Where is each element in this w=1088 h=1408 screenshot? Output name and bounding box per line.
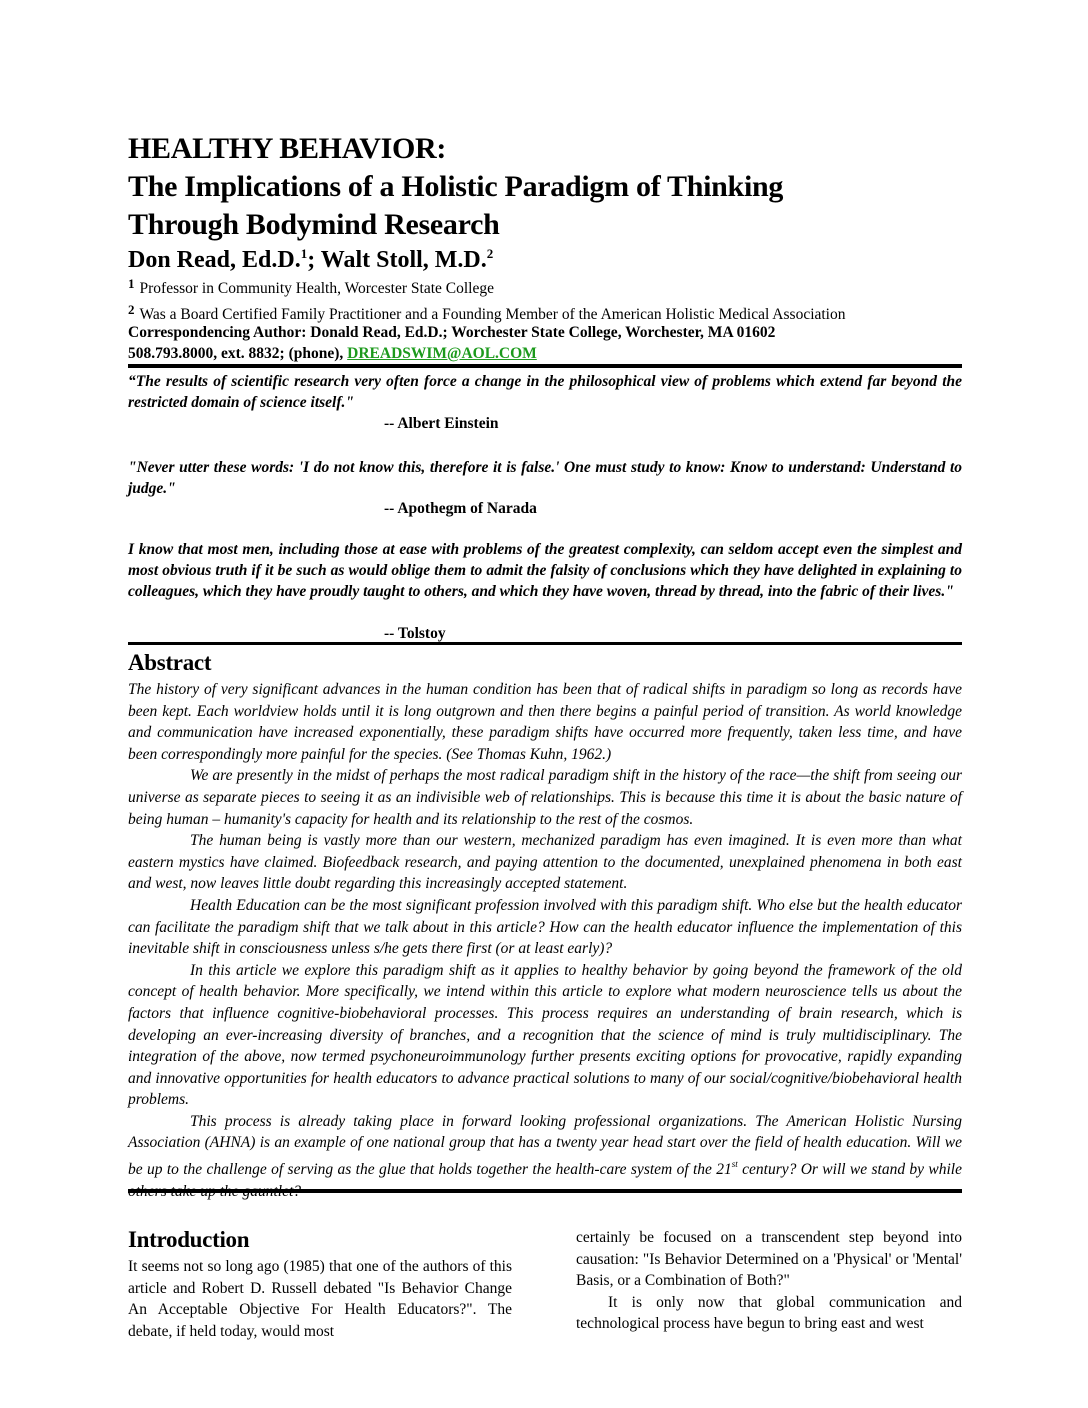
paper-title: [128, 130, 968, 244]
quote-narada-attribution: -- Apothegm of Narada: [384, 500, 537, 517]
abstract-body: [128, 679, 962, 1202]
abstract-paragraph-1: The history of very significant advances in the human condition has been that of radical shifts in paradigm so long as records have been kept. Each worldview holds until it is long outgrown and then there begins a painful period of transition. As world knowledge and communication have increased exponentially, these paradigm shifts have occurred more frequently, taken less time, and have been correspondingly more painful for the species. (See Thomas Kuhn, 1962.): [128, 681, 962, 763]
abstract-heading: Abstract: [128, 650, 212, 675]
affiliation-1-text: Professor in Community Health, Worcester State College: [139, 280, 494, 297]
affiliation-2-text: Was a Board Certified Family Practitioner and a Founding Member of the American Holistic Medical Association: [139, 306, 846, 323]
abstract-paragraph-5: In this article we explore this paradigm shift as it applies to healthy behavior by going beyond the framework of the old concept of health behavior. More specifically, we intend within this article to explore what modern neuroscience tells us about the factors that influence cognitive-biobehavioral processes. This process requires an understanding of brain research, which is developing an ever-increasing diversity of branches, and a recognition that the science of mind is truly multidisciplinary. The integration of the above, now termed psychoneuroimmunology further presents exciting options for provocative, rapidly expanding and innovative opportunities for health educators to advance practical solutions to many of our social/cognitive/biobehavioral health problems.: [128, 961, 962, 1109]
introduction-left-column: [128, 1256, 512, 1342]
author-2-footnote-mark: 2: [486, 246, 494, 261]
abstract-paragraph-4: Health Education can be the most significant profession involved with this paradigm shift. Who else but the health educator can facilitate the paradigm shift that we talk about in this article? How can the health educator influence the implementation of this inevitable shift in consciousness unless s/he gets there first (or at least early)?: [128, 896, 962, 958]
author-2: Walt Stoll, M.D.: [320, 247, 487, 273]
abstract-paragraph-2: We are presently in the midst of perhaps the most radical paradigm shift in the history of the race—the shift from seeing our universe as separate pieces to seeing it as an indivisible web of relationships. This is because this time it is about the basic nature of being human – humanity's capacity for health and its relationship to the rest of the cosmos.: [128, 767, 962, 828]
quote-tolstoy-attribution: -- Tolstoy: [384, 625, 446, 642]
author-separator: ;: [307, 247, 321, 273]
author-1: Don Read, Ed.D.: [128, 247, 301, 273]
divider-rule-bottom: [128, 1189, 962, 1193]
phone-text: 508.793.8000, ext. 8832; (phone),: [128, 345, 348, 362]
introduction-left-paragraph: It seems not so long ago (1985) that one of the authors of this article and Robert D. Russell debated "Is Behavior Change An Acceptable Objective For Health Educators?". The debate, if held today, would most: [128, 1258, 512, 1340]
abstract-paragraph-6-text: This process is already taking place in forward looking professional organizations. The American Holistic Nursing Association (AHNA) is an example of one national group that has a twenty year head start over the field of health education. Will we be up to the challenge of serving as the glue that holds together the health-care system of the 21: [128, 1112, 962, 1179]
affiliation-1-number: 1: [128, 276, 135, 291]
introduction-right-paragraph-2: It is only now that global communication and technological process have begun to bring east and west: [576, 1293, 962, 1333]
title-line-3: Through Bodymind Research: [128, 208, 500, 241]
quote-narada: "Never utter these words: 'I do not know this, therefore it is false.' One must study to know: Know to understand: Understand to judge.": [128, 459, 962, 497]
abstract-paragraph-6-end: century? Or will we stand by while: [742, 1161, 962, 1179]
affiliation-1: [128, 274, 494, 299]
affiliation-2-number: 2: [128, 302, 135, 317]
divider-rule-middle: [128, 642, 962, 645]
author-line: [128, 240, 493, 274]
title-line-2: The Implications of a Holistic Paradigm of Thinking: [128, 170, 784, 203]
correspondence-line-2: [128, 343, 775, 364]
email-link[interactable]: DREADSWIM@AOL.COM: [347, 345, 537, 362]
title-line-1: HEALTHY BEHAVIOR:: [128, 132, 447, 165]
introduction-heading: Introduction: [128, 1227, 250, 1252]
author-1-footnote-mark: 1: [300, 246, 308, 261]
introduction-right-column: [576, 1227, 962, 1335]
abstract-paragraph-3: The human being is vastly more than our western, mechanized paradigm has even imagined. It is even more than what eastern mystics have claimed. Biofeedback research, and paying attention to the documented, unexplained phenomena in both east and west, now leaves little doubt regarding this increasingly accepted statement.: [128, 832, 962, 893]
introduction-right-paragraph-1: certainly be focused on a transcendent step beyond into causation: "Is Behavior Determined on a 'Physical' or 'Mental' Basis, or a Combination of Both?": [576, 1229, 962, 1290]
quote-einstein: “The results of scientific research very often force a change in the philosophical view of problems which extend far beyond the restricted domain of science itself.": [128, 373, 962, 411]
ordinal-superscript: st: [731, 1159, 738, 1170]
correspondence-line-1: Correspondencing Author: Donald Read, Ed.D.; Worchester State College, Worchester, MA 01602: [128, 324, 776, 341]
divider-rule-top: [128, 364, 962, 368]
correspondence-block: [128, 322, 775, 364]
quote-tolstoy: I know that most men, including those at ease with problems of the greatest complexity, can seldom accept even the simplest and most obvious truth if it be such as would oblige them to admit the falsity of conclusions which they have delighted in explaining to colleagues, which they have proudly taught to others, and which they have woven, thread by thread, into the fabric of their lives.": [128, 541, 962, 600]
quote-einstein-attribution: -- Albert Einstein: [384, 415, 499, 432]
